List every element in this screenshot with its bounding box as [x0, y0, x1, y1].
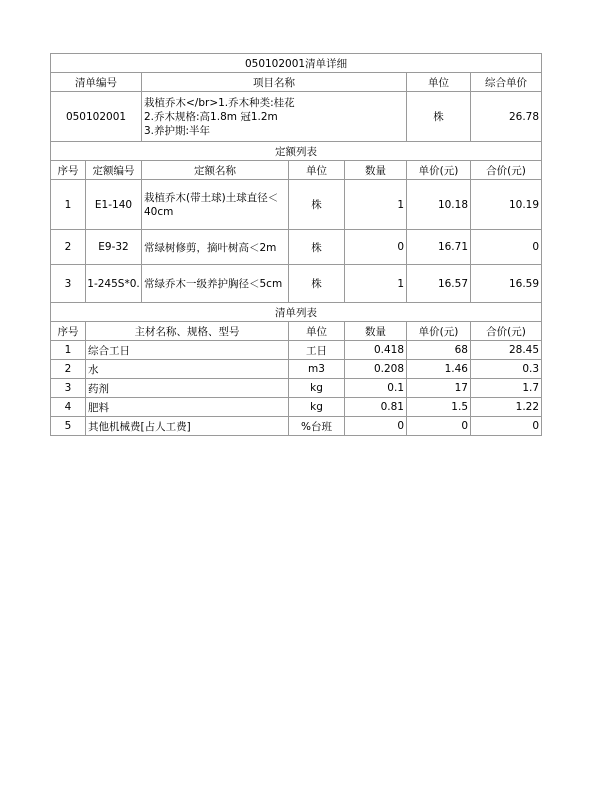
- material-section-title: 清单列表: [51, 303, 542, 322]
- material-row: [51, 398, 542, 417]
- quota-qty: 0: [345, 230, 407, 265]
- quota-total: 0: [471, 230, 542, 265]
- bill-code: 050102001: [51, 92, 142, 142]
- quota-total: 10.19: [471, 180, 542, 230]
- material-name: 其他机械费[占人工费]: [86, 417, 289, 436]
- material-qty: 0.418: [345, 341, 407, 360]
- material-unit: kg: [289, 379, 345, 398]
- quota-price: 10.18: [407, 180, 471, 230]
- quota-header-code: 定额编号: [86, 161, 142, 180]
- quota-row: [51, 180, 542, 230]
- quota-qty: 1: [345, 180, 407, 230]
- material-total: 0.3: [471, 360, 542, 379]
- material-total: 1.22: [471, 398, 542, 417]
- material-qty: 0: [345, 417, 407, 436]
- bill-unit: 株: [407, 92, 471, 142]
- quota-row: [51, 230, 542, 265]
- quota-header-unit: 单位: [289, 161, 345, 180]
- material-name: 肥料: [86, 398, 289, 417]
- material-no: 5: [51, 417, 86, 436]
- material-price: 1.46: [407, 360, 471, 379]
- material-unit: m3: [289, 360, 345, 379]
- material-header-total: 合价(元): [471, 322, 542, 341]
- material-qty: 0.1: [345, 379, 407, 398]
- material-no: 1: [51, 341, 86, 360]
- material-unit: kg: [289, 398, 345, 417]
- material-header-name: 主材名称、规格、型号: [86, 322, 289, 341]
- material-price: 68: [407, 341, 471, 360]
- material-header-no: 序号: [51, 322, 86, 341]
- quota-name: 常绿树修剪，摘叶树高＜2m: [142, 230, 289, 265]
- material-header-qty: 数量: [345, 322, 407, 341]
- material-name: 综合工日: [86, 341, 289, 360]
- item-name-header: 项目名称: [142, 73, 407, 92]
- material-price: 0: [407, 417, 471, 436]
- bill-price: 26.78: [471, 92, 542, 142]
- bill-detail-table: [50, 53, 542, 436]
- quota-qty: 1: [345, 265, 407, 303]
- item-name-line: 2.乔木规格:高1.8m 冠1.2m: [144, 110, 278, 123]
- material-no: 4: [51, 398, 86, 417]
- material-qty: 0.81: [345, 398, 407, 417]
- unit-price-header: 综合单价: [471, 73, 542, 92]
- quota-unit: 株: [289, 180, 345, 230]
- material-row: [51, 379, 542, 398]
- material-price: 17: [407, 379, 471, 398]
- material-unit: %台班: [289, 417, 345, 436]
- material-total: 28.45: [471, 341, 542, 360]
- material-row: [51, 360, 542, 379]
- material-total: 1.7: [471, 379, 542, 398]
- quota-section-title: 定额列表: [51, 142, 542, 161]
- material-row: [51, 341, 542, 360]
- item-name-line: 栽植乔木</br>1.乔木种类:桂花: [144, 96, 295, 109]
- bill-code-header: 清单编号: [51, 73, 142, 92]
- quota-code: E1-140: [86, 180, 142, 230]
- quota-row: [51, 265, 542, 303]
- quota-name: 常绿乔木一级养护胸径＜5cm: [142, 265, 289, 303]
- material-header-unit: 单位: [289, 322, 345, 341]
- material-price: 1.5: [407, 398, 471, 417]
- quota-header-qty: 数量: [345, 161, 407, 180]
- quota-name: 栽植乔木(带土球)土球直径＜40cm: [142, 180, 289, 230]
- material-name: 水: [86, 360, 289, 379]
- material-unit: 工日: [289, 341, 345, 360]
- material-no: 2: [51, 360, 86, 379]
- quota-unit: 株: [289, 230, 345, 265]
- quota-header-no: 序号: [51, 161, 86, 180]
- material-header-price: 单价(元): [407, 322, 471, 341]
- quota-header-price: 单价(元): [407, 161, 471, 180]
- unit-header: 单位: [407, 73, 471, 92]
- quota-code: 1-245S*0.: [86, 265, 142, 303]
- item-name-line: 3.养护期:半年: [144, 124, 211, 137]
- material-row: [51, 417, 542, 436]
- material-qty: 0.208: [345, 360, 407, 379]
- material-name: 药剂: [86, 379, 289, 398]
- quota-code: E9-32: [86, 230, 142, 265]
- quota-unit: 株: [289, 265, 345, 303]
- quota-no: 1: [51, 180, 86, 230]
- item-name: [142, 92, 407, 142]
- quota-header-name: 定额名称: [142, 161, 289, 180]
- quota-header-total: 合价(元): [471, 161, 542, 180]
- table-title: 050102001清单详细: [51, 54, 542, 73]
- material-total: 0: [471, 417, 542, 436]
- quota-price: 16.71: [407, 230, 471, 265]
- quota-total: 16.59: [471, 265, 542, 303]
- quota-no: 2: [51, 230, 86, 265]
- quota-price: 16.57: [407, 265, 471, 303]
- material-no: 3: [51, 379, 86, 398]
- quota-no: 3: [51, 265, 86, 303]
